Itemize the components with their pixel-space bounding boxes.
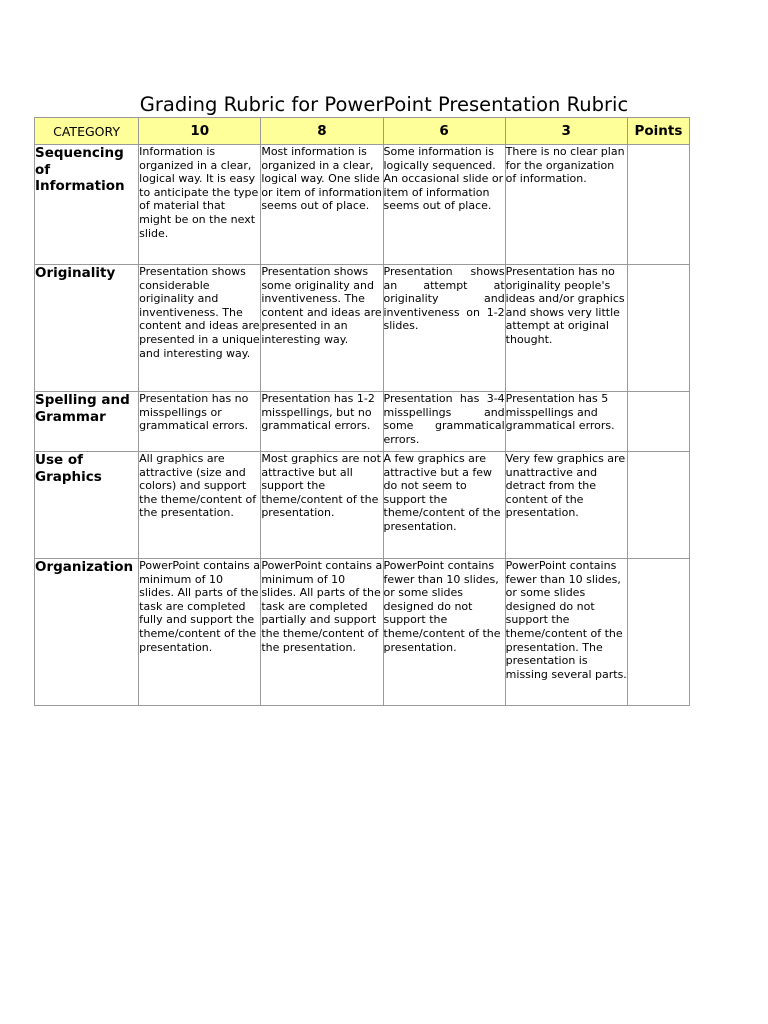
cell-originality-6: Presentation shows an attempt at originality and inventiveness on 1-2 slides. [383, 265, 505, 392]
cell-spelling-8: Presentation has 1-2 misspellings, but no grammatical errors. [261, 392, 383, 452]
table-header-row [35, 118, 690, 145]
category-sequencing: Sequencing of Information [35, 145, 139, 265]
header-level-10: 10 [139, 118, 261, 145]
header-category: CATEGORY [35, 118, 139, 145]
table-row [35, 392, 690, 452]
header-level-8: 8 [261, 118, 383, 145]
cell-sequencing-6: Some information is logically sequenced. An occasional slide or item of information seems out of place. [383, 145, 505, 265]
cell-organization-8: PowerPoint contains a minimum of 10 slides. All parts of the task are completed partially and support the theme/content of the presentation. [261, 559, 383, 706]
points-cell-spelling[interactable] [627, 392, 689, 452]
cell-graphics-8: Most graphics are not attractive but all support the theme/content of the presentation. [261, 452, 383, 559]
cell-graphics-6: A few graphics are attractive but a few do not seem to support the theme/content of the presentation. [383, 452, 505, 559]
page-title: Grading Rubric for PowerPoint Presentation Rubric [139, 93, 629, 116]
cell-sequencing-3: There is no clear plan for the organization of information. [505, 145, 627, 265]
cell-originality-3: Presentation has no originality people's ideas and/or graphics and shows very little attempt at original thought. [505, 265, 627, 392]
cell-spelling-10: Presentation has no misspellings or grammatical errors. [139, 392, 261, 452]
header-points: Points [627, 118, 689, 145]
cell-organization-10: PowerPoint contains a minimum of 10 slides. All parts of the task are completed fully and support the theme/content of the presentation. [139, 559, 261, 706]
category-originality: Originality [35, 265, 139, 392]
cell-organization-3: PowerPoint contains fewer than 10 slides, or some slides designed do not support the theme/content of the presentation. The presentation is missing several parts. [505, 559, 627, 706]
category-graphics: Use of Graphics [35, 452, 139, 559]
points-cell-graphics[interactable] [627, 452, 689, 559]
points-cell-sequencing[interactable] [627, 145, 689, 265]
cell-originality-8: Presentation shows some originality and inventiveness. The content and ideas are presented in an interesting way. [261, 265, 383, 392]
rubric-table [34, 117, 690, 706]
category-organization: Organization [35, 559, 139, 706]
cell-spelling-3: Presentation has 5 misspellings and grammatical errors. [505, 392, 627, 452]
header-level-6: 6 [383, 118, 505, 145]
cell-sequencing-8: Most information is organized in a clear, logical way. One slide or item of information seems out of place. [261, 145, 383, 265]
cell-spelling-6: Presentation has 3-4 misspellings and some grammatical errors. [383, 392, 505, 452]
cell-organization-6: PowerPoint contains fewer than 10 slides, or some slides designed do not support the theme/content of the presentation. [383, 559, 505, 706]
category-spelling: Spelling and Grammar [35, 392, 139, 452]
cell-sequencing-10: Information is organized in a clear, logical way. It is easy to anticipate the type of material that might be on the next slide. [139, 145, 261, 265]
cell-graphics-3: Very few graphics are unattractive and detract from the content of the presentation. [505, 452, 627, 559]
points-cell-originality[interactable] [627, 265, 689, 392]
cell-originality-10: Presentation shows considerable originality and inventiveness. The content and ideas are presented in a unique and interesting way. [139, 265, 261, 392]
table-row [35, 265, 690, 392]
table-row [35, 145, 690, 265]
points-cell-organization[interactable] [627, 559, 689, 706]
table-row [35, 559, 690, 706]
cell-graphics-10: All graphics are attractive (size and colors) and support the theme/content of the presentation. [139, 452, 261, 559]
header-level-3: 3 [505, 118, 627, 145]
table-row [35, 452, 690, 559]
